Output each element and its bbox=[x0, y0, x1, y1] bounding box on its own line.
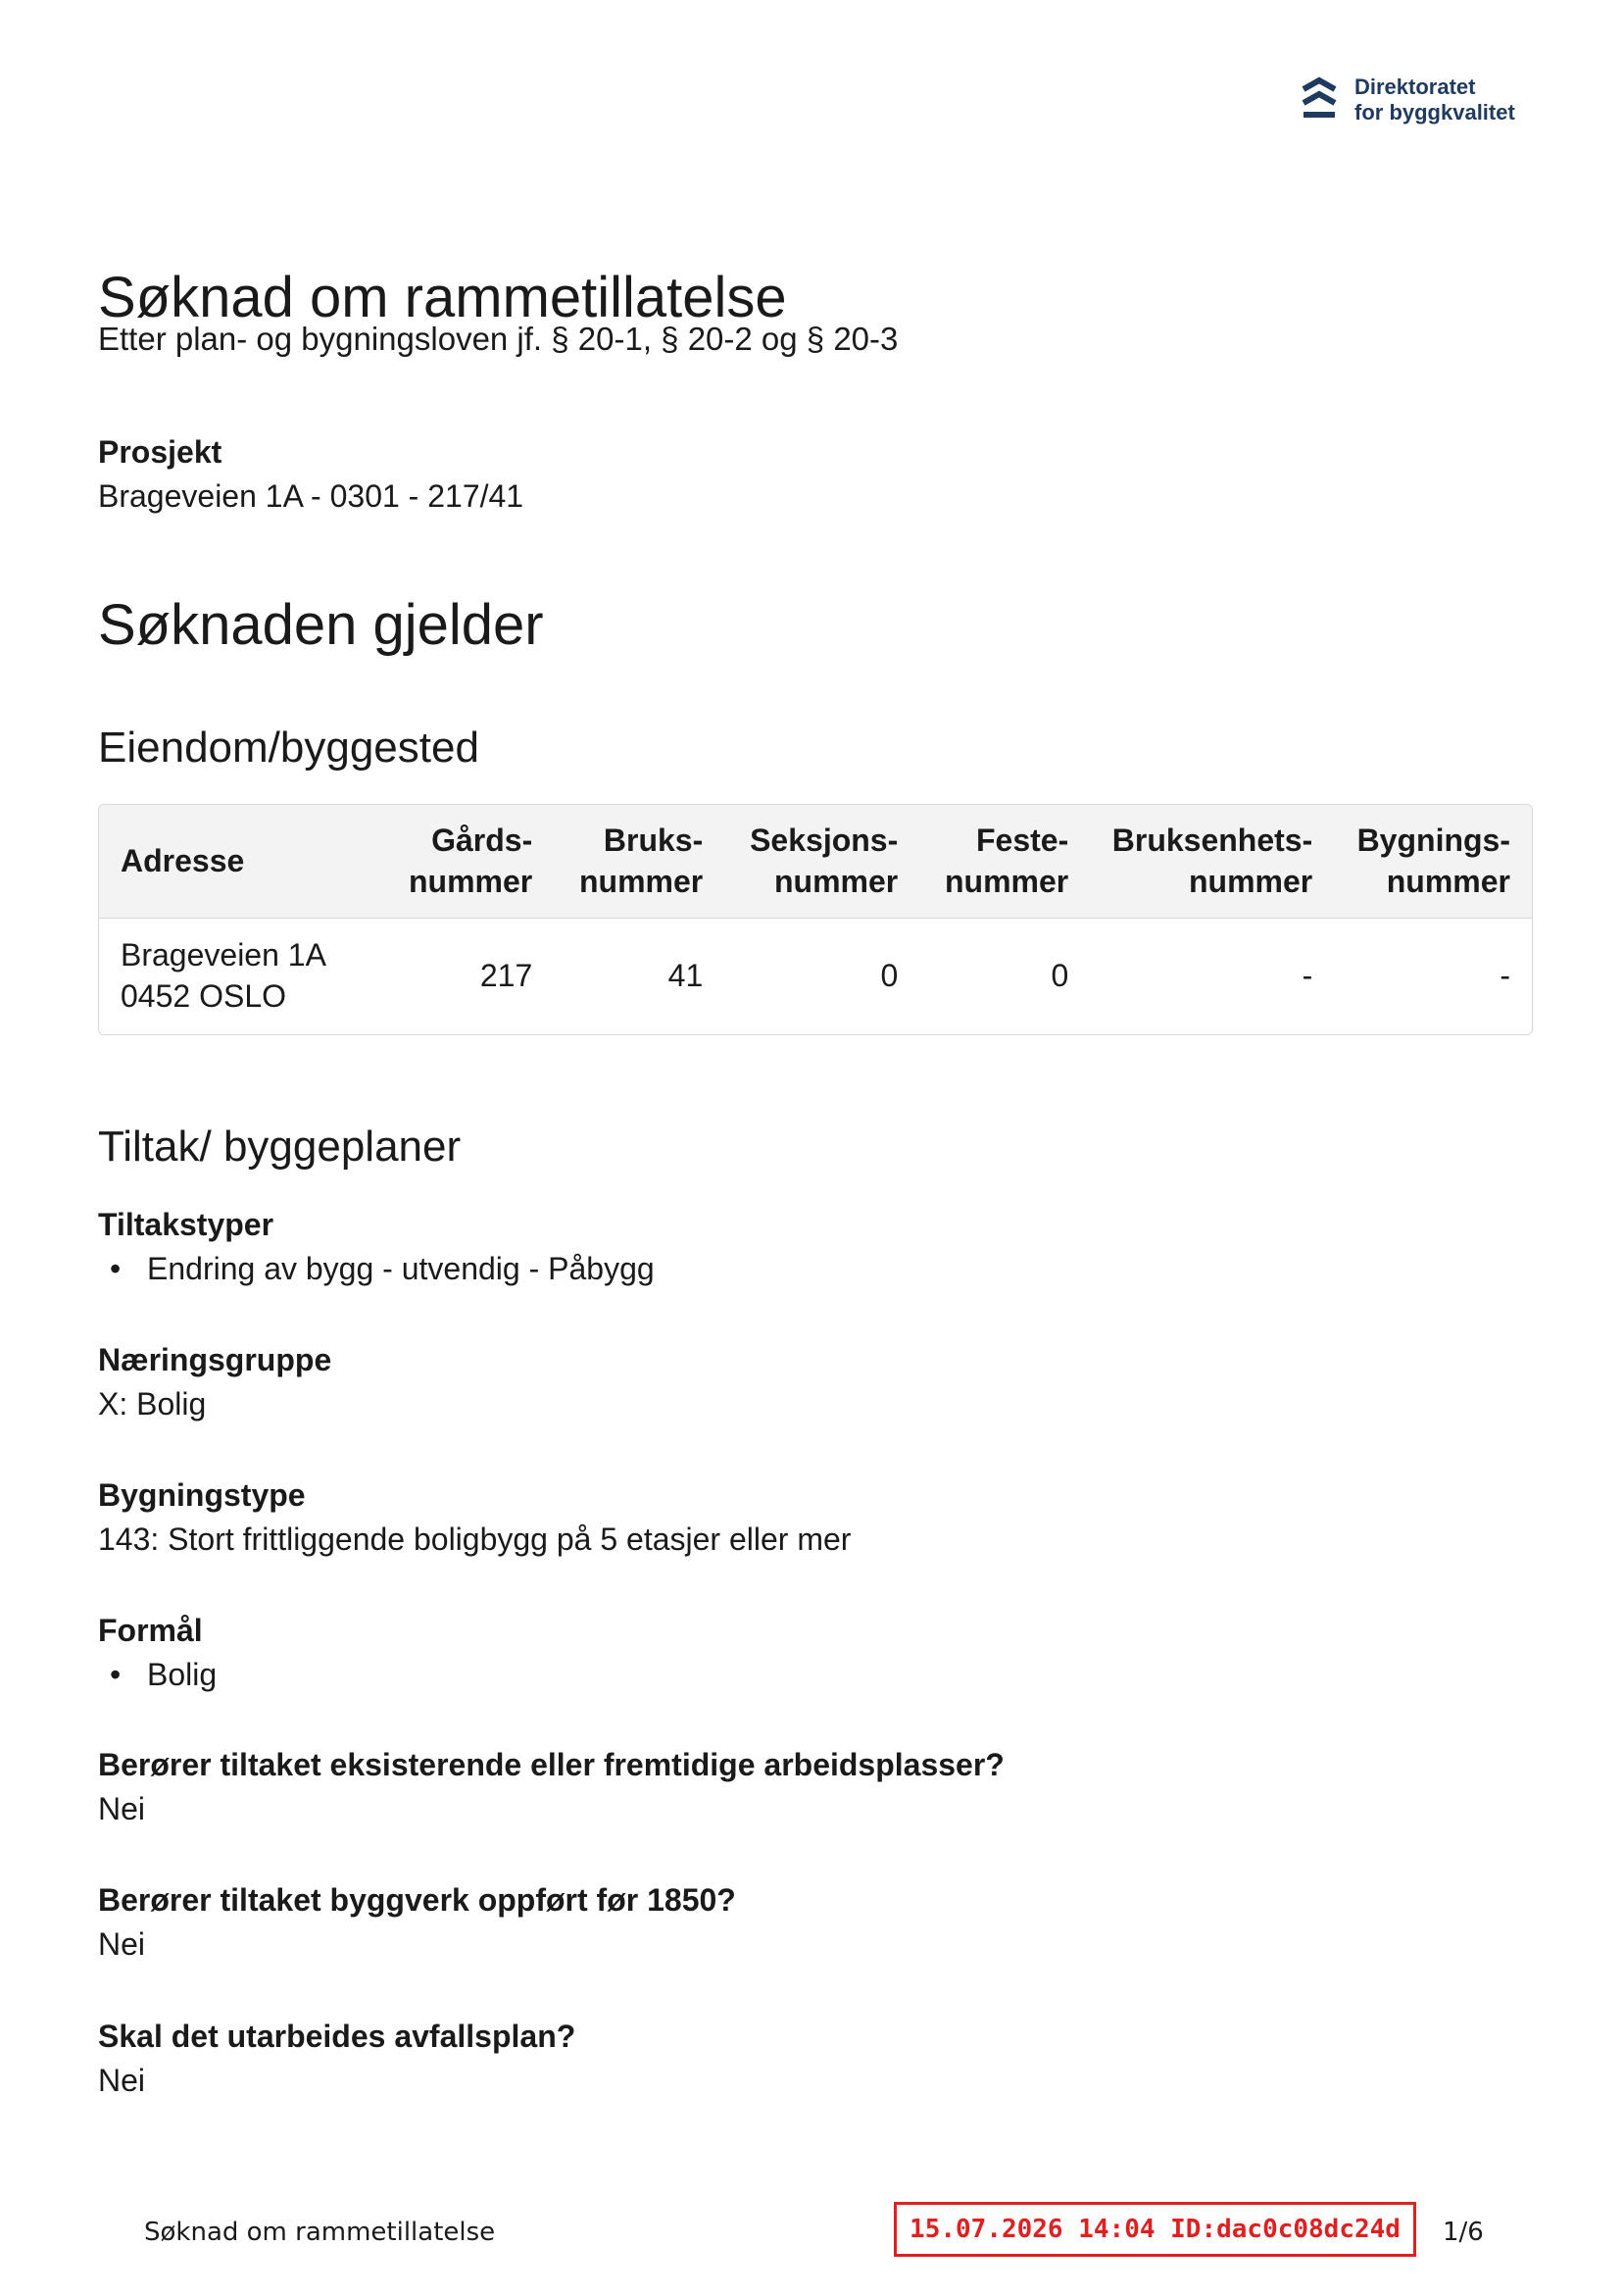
byggverk-1850-question: Berører tiltaket byggverk oppført før 1850? bbox=[98, 1882, 736, 1918]
cell-seksjonsnummer: 0 bbox=[880, 958, 899, 994]
list-item bbox=[110, 1252, 655, 1286]
table-row bbox=[99, 919, 1532, 1034]
logo-line-2: for byggkvalitet bbox=[1354, 100, 1515, 125]
col-festenummer: Feste- nummer bbox=[919, 805, 1090, 919]
avfallsplan-question: Skal det utarbeides avfallsplan? bbox=[98, 2019, 576, 2054]
property-table-header bbox=[99, 805, 1532, 919]
cell-festenummer: 0 bbox=[1051, 958, 1069, 994]
tiltakstyper-label: Tiltakstyper bbox=[98, 1207, 274, 1242]
tiltakstype-value: Endring av bygg - utvendig - Påbygg bbox=[147, 1251, 655, 1286]
property-table bbox=[98, 804, 1533, 1035]
col-bruksenhetsnummer: Bruksenhets- nummer bbox=[1090, 805, 1334, 919]
col-adresse: Adresse bbox=[99, 805, 387, 919]
naeringsgruppe-value: X: Bolig bbox=[98, 1386, 207, 1422]
logo-text bbox=[1354, 75, 1515, 125]
cell-bruksenhetsnummer: - bbox=[1302, 958, 1313, 994]
dibk-logo-icon bbox=[1300, 75, 1339, 125]
footer-title: Søknad om rammetillatelse bbox=[144, 2218, 496, 2247]
page-subtitle: Etter plan- og bygningsloven jf. § 20-1, § 20-2 og § 20-3 bbox=[98, 321, 899, 357]
cell-bygningsnummer: - bbox=[1500, 958, 1510, 994]
property-heading: Eiendom/byggested bbox=[98, 724, 479, 772]
bullet-icon: • bbox=[110, 1251, 122, 1286]
col-bruksnummer: Bruks- nummer bbox=[554, 805, 724, 919]
col-bygningsnummer: Bygnings- nummer bbox=[1334, 805, 1532, 919]
col-gardsnummer: Gårds- nummer bbox=[387, 805, 554, 919]
page-title: Søknad om rammetillatelse bbox=[98, 266, 787, 329]
section-heading: Søknaden gjelder bbox=[98, 593, 544, 657]
list-item bbox=[110, 1658, 217, 1692]
cell-bruksnummer: 41 bbox=[667, 958, 704, 994]
logo-line-1: Direktoratet bbox=[1354, 75, 1476, 99]
col-seksjonsnummer: Seksjons- nummer bbox=[724, 805, 919, 919]
project-label: Prosjekt bbox=[98, 434, 222, 470]
byggverk-1850-answer: Nei bbox=[98, 1926, 146, 1962]
arbeidsplasser-question: Berører tiltaket eksisterende eller fremtidige arbeidsplasser? bbox=[98, 1747, 1005, 1782]
bygningstype-label: Bygningstype bbox=[98, 1477, 306, 1513]
page-number: 1/6 bbox=[1443, 2218, 1484, 2247]
cell-adresse: Brageveien 1A 0452 OSLO bbox=[121, 937, 326, 1014]
timestamp-stamp: 15.07.2026 14:04 ID:dac0c08dc24d bbox=[894, 2202, 1416, 2257]
formal-label: Formål bbox=[98, 1613, 203, 1648]
cell-gardsnummer: 217 bbox=[479, 958, 533, 994]
bullet-icon: • bbox=[110, 1657, 122, 1692]
bygningstype-value: 143: Stort frittliggende boligbygg på 5 etasjer eller mer bbox=[98, 1522, 852, 1557]
dibk-logo bbox=[1300, 75, 1515, 125]
naeringsgruppe-label: Næringsgruppe bbox=[98, 1342, 332, 1377]
tiltak-heading: Tiltak/ byggeplaner bbox=[98, 1123, 462, 1171]
formal-value: Bolig bbox=[147, 1657, 218, 1692]
avfallsplan-answer: Nei bbox=[98, 2063, 146, 2098]
arbeidsplasser-answer: Nei bbox=[98, 1791, 146, 1826]
project-value: Brageveien 1A - 0301 - 217/41 bbox=[98, 478, 524, 514]
